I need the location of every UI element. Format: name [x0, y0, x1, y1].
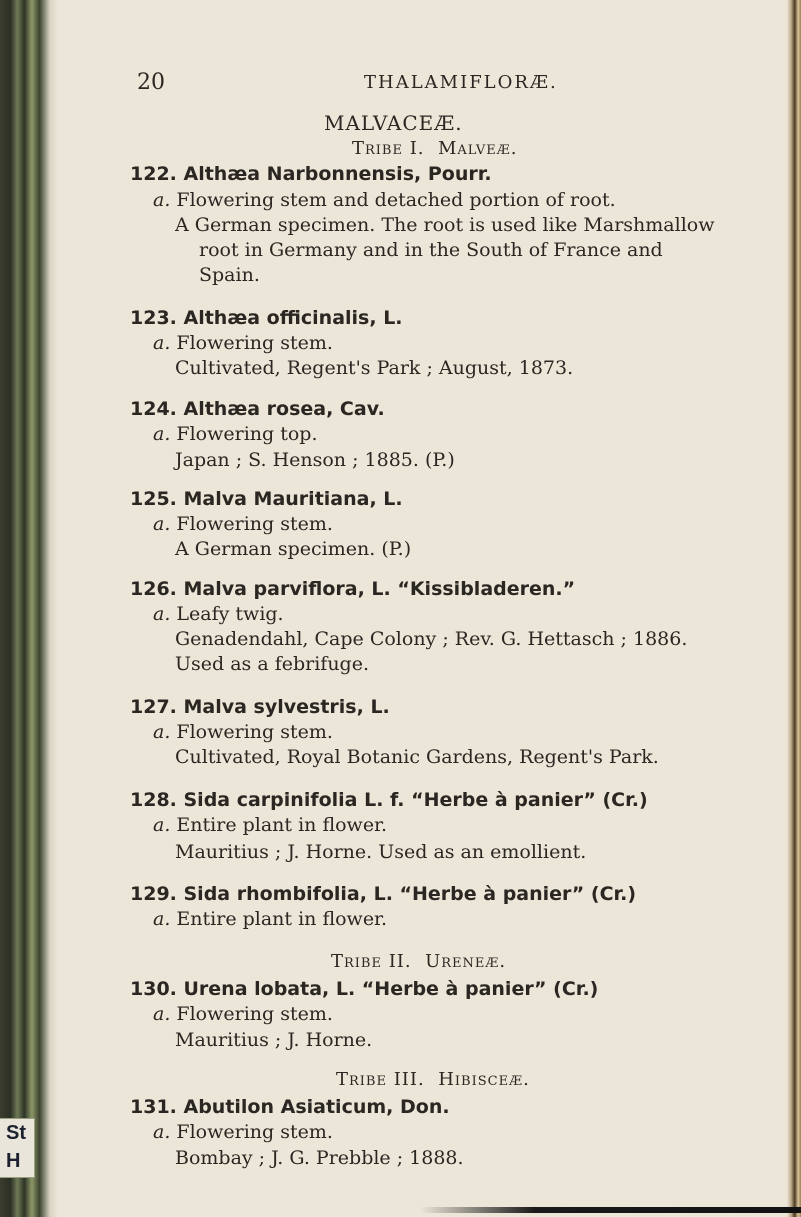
- entry-line: Mauritius ; J. Horne.: [175, 1029, 373, 1051]
- tribe-heading-3: [336, 1069, 530, 1090]
- item-letter: a.: [153, 513, 171, 535]
- tribe-label: Tribe III.: [336, 1069, 425, 1090]
- entry-line: Cultivated, Royal Botanic Gardens, Regent's Park.: [175, 746, 659, 768]
- item-letter: a.: [153, 1121, 171, 1143]
- item-text: Flowering stem.: [176, 513, 333, 535]
- item-text: Flowering stem.: [176, 721, 333, 743]
- item-text: Flowering stem and detached portion of root.: [176, 189, 616, 211]
- item-text: Entire plant in flower.: [176, 908, 388, 930]
- item-text: Leafy twig.: [176, 603, 284, 625]
- tribe-name: Hibisceæ.: [438, 1069, 530, 1090]
- entry-line: Mauritius ; J. Horne. Used as an emollient.: [175, 841, 587, 863]
- entry-item-129: [153, 908, 387, 930]
- entry-item-126: [153, 603, 284, 625]
- item-letter: a.: [153, 603, 171, 625]
- thumb-tab-label-1: St: [6, 1122, 26, 1144]
- item-text: Flowering top.: [176, 423, 318, 445]
- entry-item-123: [153, 332, 333, 354]
- item-letter: a.: [153, 189, 171, 211]
- entry-heading-123: 123. Althæa officinalis, L.: [130, 307, 403, 329]
- entry-heading-127: 127. Malva sylvestris, L.: [130, 696, 390, 718]
- entry-heading-122: 122. Althæa Narbonnensis, Pourr.: [130, 163, 492, 185]
- tribe-name: Malveæ.: [437, 138, 518, 159]
- entry-line: Spain.: [199, 264, 260, 286]
- tribe-label: Tribe I.: [352, 138, 425, 159]
- running-head: THALAMIFLORÆ.: [364, 72, 558, 93]
- entry-item-122: [153, 189, 616, 211]
- item-text: Flowering stem.: [176, 332, 333, 354]
- tribe-heading-2: [331, 951, 506, 972]
- entry-item-128: [153, 814, 387, 836]
- entry-item-127: [153, 721, 333, 743]
- entry-line: A German specimen. The root is used like Marshmallow: [175, 214, 715, 236]
- entry-line: root in Germany and in the South of France and: [199, 239, 663, 261]
- entry-item-125: [153, 513, 333, 535]
- entry-item-131: [153, 1121, 333, 1143]
- tribe-heading-1: [352, 138, 518, 159]
- entry-heading-131: 131. Abutilon Asiaticum, Don.: [130, 1096, 450, 1118]
- item-text: Entire plant in flower.: [176, 814, 388, 836]
- entry-line: Japan ; S. Henson ; 1885. (P.): [175, 449, 455, 471]
- item-text: Flowering stem.: [176, 1121, 333, 1143]
- page-number: 20: [137, 70, 165, 95]
- item-text: Flowering stem.: [176, 1003, 333, 1025]
- item-letter: a.: [153, 332, 171, 354]
- family-heading: MALVACEÆ.: [324, 111, 463, 135]
- item-letter: a.: [153, 814, 171, 836]
- entry-line: Genadendahl, Cape Colony ; Rev. G. Hettasch ; 1886.: [175, 628, 688, 650]
- entry-heading-125: 125. Malva Mauritiana, L.: [130, 488, 403, 510]
- entry-line: Cultivated, Regent's Park ; August, 1873.: [175, 357, 574, 379]
- entry-heading-130: 130. Urena lobata, L. “Herbe à panier” (Cr.): [130, 978, 599, 1000]
- entry-line: A German specimen. (P.): [175, 538, 412, 560]
- entry-line: Bombay ; J. G. Prebble ; 1888.: [175, 1147, 464, 1169]
- entry-heading-129: 129. Sida rhombifolia, L. “Herbe à panier” (Cr.): [130, 883, 637, 905]
- entry-heading-128: 128. Sida carpinifolia L. f. “Herbe à panier” (Cr.): [130, 789, 648, 811]
- item-letter: a.: [153, 1003, 171, 1025]
- item-letter: a.: [153, 721, 171, 743]
- entry-heading-124: 124. Althæa rosea, Cav.: [130, 398, 385, 420]
- tribe-name: Ureneæ.: [425, 951, 507, 972]
- entry-heading-126: 126. Malva parviflora, L. “Kissibladeren.”: [130, 578, 576, 600]
- entry-line: Used as a febrifuge.: [175, 653, 370, 675]
- tribe-label: Tribe II.: [331, 951, 412, 972]
- item-letter: a.: [153, 908, 171, 930]
- entry-item-124: [153, 423, 318, 445]
- thumb-tab-label-2: H: [6, 1150, 21, 1172]
- item-letter: a.: [153, 423, 171, 445]
- entry-item-130: [153, 1003, 333, 1025]
